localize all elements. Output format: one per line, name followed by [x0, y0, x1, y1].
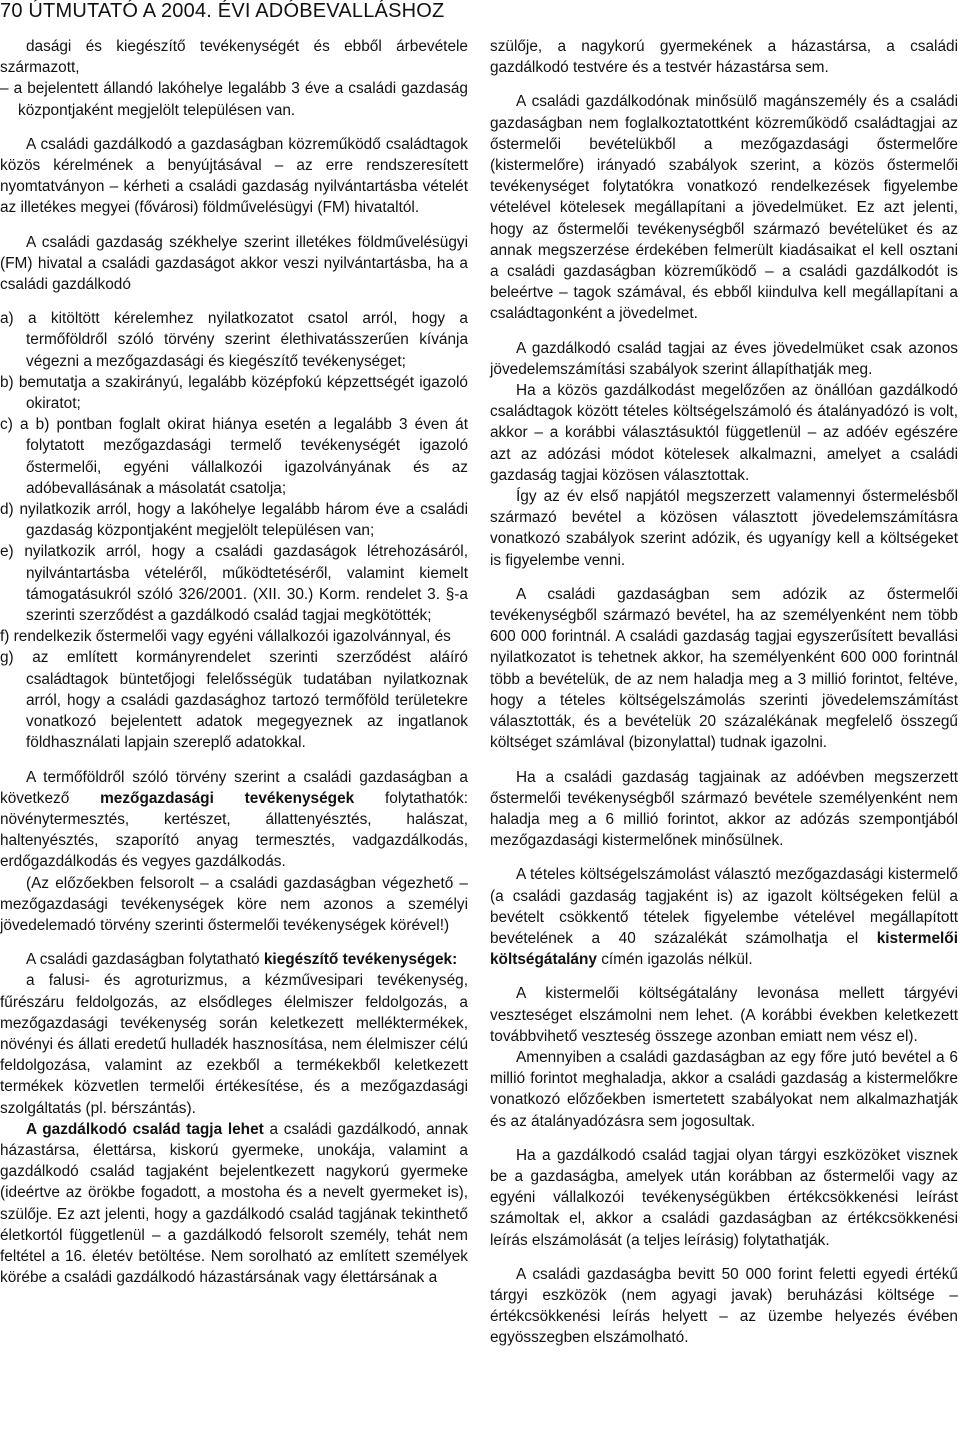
paragraph: [0, 1119, 468, 1289]
text-run: A tételes költségelszámolást választó mezőgazdasági kistermelő (a családi gazdaság tagjaként is) az igazolt költségeken felül a bevételt csökkentő tételek figyelembe vételével megállapított bevételének a 40 százalékát számolhatja el: [490, 866, 958, 947]
paragraph: [490, 864, 958, 970]
paragraph: Így az év első napjától megszerzett valamennyi őstermelésből származó bevétel a közösen választott jövedelemszámításra vonatkozó szabályok szerint adózik, és ugyanígy kell a költségeket is figyelembe venni.: [490, 488, 958, 569]
paragraph: Ha a közös gazdálkodást megelőzően az önállóan gazdálkodó családtagok között tételes költségelszámoló és átalányadózó is volt, akkor – a korábbi választásuktól függetlenül – az adóév egészére azt az adózási módot kötelesek alkalmazni, amelyet a családi gazdaság tagjai közösen választottak.: [490, 382, 958, 484]
list-item: d) nyilatkozik arról, hogy a lakóhelye legalább három éve a családi gazdaság központjaként megjelölt településen van;: [0, 501, 468, 540]
bold-term: mezőgazdasági tevékenységek: [100, 789, 355, 807]
paragraph: dasági és kiegészítő tevékenységét és ebből árbevétele származott,: [0, 38, 468, 77]
list-item: b) bemutatja a szakirányú, legalább középfokú képzettségét igazoló okiratot;: [0, 373, 468, 413]
text-run: A családi gazdaságban folytatható: [26, 951, 264, 969]
list-item: g) az említett kormányrendelet szerinti szerződést aláíró családtagok büntetőjogi felelősségük tudatában nyilatkoznak arról, hogy a családi gazdasághoz tartozó termőföld területekre vonatkozó bejelentett adatok megegyeznek az ingatlanok földhasználati lapjain szereplő adatokkal.: [0, 649, 468, 752]
paragraph: Ha a gazdálkodó család tagjai olyan tárgyi eszközöket visznek be a gazdaságba, amelyek után korábban az őstermelői vagy az egyéni vállalkozói tevékenységükben értékcsökkenési leírást számoltak el, akkor a családi gazdaságban az értékcsökkenési leírás elszámolását (a teljes leírásig) folytathatják.: [490, 1146, 958, 1249]
list-item: a) a kitöltött kérelemhez nyilatkozatot csatol arról, hogy a termőföldről szóló törvény szerint élethivatásszerűen kívánja végezni a mezőgazdasági és kiegészítő tevékenységet;: [0, 310, 468, 370]
text-run: folytathatók: növénytermesztés, kertészet, állattenyésztés, halászat, haltenyésztés, szaporító anyag termesztés, vadgazdálkodás, erdőgazdálkodás és vegyes gazdálkodás.: [0, 789, 468, 871]
list-item: – a bejelentett állandó lakóhelye legalább 3 éve a családi gazdaság központjaként megjelölt településen van.: [0, 80, 468, 119]
page-header: [0, 0, 960, 22]
right-column: [490, 36, 958, 1349]
paragraph: szülője, a nagykorú gyermekének a házastársa, a családi gazdálkodó testvére és a testvér házastársa sem.: [490, 38, 958, 77]
paragraph: [0, 949, 468, 970]
paragraph: A családi gazdaságba bevitt 50 000 forint feletti egyedi értékű tárgyi eszközök (nem agyagi javak) beruházási költsége – értékcsökkenési leírás helyett – az üzembe helyezés évében egyösszegben elszámolható.: [490, 1265, 958, 1347]
bold-term: kistermelői költségátalány: [490, 929, 958, 969]
paragraph: A családi gazdaság székhelye szerint illetékes földművelésügyi (FM) hivatal a családi gazdaságot akkor veszi nyilvántartásba, ha a családi gazdálkodó: [0, 233, 468, 294]
paragraph: (Az előzőekben felsorolt – a családi gazdaságban végezhető – mezőgazdasági tevékenységek köre nem azonos a személyi jövedelemadó törvény szerinti őstermelői tevékenységek körével!): [0, 874, 468, 934]
text-run: a családi gazdálkodó, annak házastársa, élettársa, kiskorú gyermeke, unokája, valamint a gazdálkodó család tagjaként bejelentkezett nagykorú gyermeke (ideértve az örökbe fogadott, a mostoha és a nevelt gyermeket is), szülője. Ez azt jelenti, hogy a gazdálkodó család tagjának tekinthető életkortól függetlenül – a gazdálkodó felsorolt személy, tehát nem feltétel a 16. életév betöltése. Nem sorolható az említett személyek körébe a családi gazdálkodó házastársának vagy élettársának a: [0, 1120, 468, 1287]
page-header-title: 70 ÚTMUTATÓ A 2004. ÉVI ADÓBEVALLÁSHOZ: [0, 0, 445, 22]
bold-term: A gazdálkodó család tagja lehet: [26, 1120, 264, 1138]
paragraph: A kistermelői költségátalány levonása mellett tárgyévi veszteséget elszámolni nem lehet. (A korábbi években keletkezett továbbvihető veszteség összege azonban emiatt nem vész el).: [490, 985, 958, 1045]
bold-term: kiegészítő tevékenységek:: [263, 951, 458, 969]
paragraph: [0, 767, 468, 873]
list-item: c) a b) pontban foglalt okirat hiánya esetén a legalább 3 éven át folytatott mezőgazdasági termelő tevékenységét igazoló őstermelői, egyéni vállalkozói igazolványának és az adóbevallásának a másolatát csatolja;: [0, 416, 468, 497]
text-run: A termőföldről szóló törvény szerint a családi gazdaságban a következő: [0, 768, 468, 807]
paragraph: A családi gazdálkodónak minősülő magánszemély és a családi gazdaságban nem foglalkoztatottként közreműködő családtagjai az őstermelői bevételükből a mezőgazdasági őstermelőre (kistermelőre) irányadó szabályok szerint, a közös őstermelői tevékenységet folytatókra vonatkozó rendelkezések figyelembe vételével kötelesek megállapítani a jövedelmüket. Ez azt jelenti, hogy az őstermelői tevékenységből származó bevételüket és az annak megszerzése érdekében felmerült kiadásaikat el kell osztani a családi gazdaságban közreműködő – a családi gazdálkodót is beleértve – tagok számával, és ebből kiindulva kell megállapítani a családtagonként a jövedelmet.: [490, 93, 958, 323]
paragraph: Amennyiben a családi gazdaságban az egy főre jutó bevétel a 6 millió forintot meghaladja, akkor a családi gazdaság a kistermelőkre vonatkozó előzőekben ismertetett szabályokat nem alkalmazhatják és az átalányadózásra sem jogosultak.: [490, 1048, 958, 1130]
paragraph: A családi gazdaságban sem adózik az őstermelői tevékenységből származó bevétel, ha az személyenként nem több 600 000 forintnál. A családi gazdaság tagjai egyszerűsített bevallási nyilatkozatot is tehetnek akkor, ha személyenként 600 000 forintnál több a bevételük, de az nem haladja meg a 3 millió forintot, feltéve, hogy a tételes költségelszámolás szerinti jövedelemszámítást választották, és a bevételük 20 százalékának megfelelő összegű költséget számlával (bizonylattal) tudnak igazolni.: [490, 585, 958, 752]
paragraph: A gazdálkodó család tagjai az éves jövedelmüket csak azonos jövedelemszámítási szabályok szerint állapíthatják meg.: [490, 339, 958, 378]
paragraph: A családi gazdálkodó a gazdaságban közreműködő családtagok közös kérelmének a benyújtásával – az erre rendszeresített nyomtatványon – kérheti a családi gazdaság nyilvántartásba vételét az illetékes megyei (fővárosi) földművelésügyi (FM) hivataltól.: [0, 135, 468, 217]
list-item: e) nyilatkozik arról, hogy a családi gazdaságok létrehozásáról, nyilvántartásba vételéről, működtetéséről, valamint kiemelt támogatásukról szóló 326/2001. (XII. 30.) Korm. rendelet 3. §-a szerinti szerződést a gazdálkodó család tagjai megkötötték;: [0, 543, 468, 625]
text-run: címén igazolás nélkül.: [596, 951, 753, 969]
list-item: f) rendelkezik őstermelői vagy egyéni vállalkozói igazolvánnyal, és: [0, 628, 451, 646]
left-column: [0, 36, 468, 1288]
paragraph: a falusi- és agroturizmus, a kézművesipari tevékenység, fűrészáru feldolgozás, az elsődleges élelmiszer feldolgozás, a mezőgazdasági tevékenység során keletkezett melléktermékek, növényi és állati eredetű hulladék hasznosítása, nem élelmiszer célú feldolgozása, valamint az ezekből a termékekből keletkezett termékek közvetlen termelői értékesítése, és a mezőgazdasági szolgáltatás (pl. bérszántás).: [0, 972, 468, 1117]
paragraph: Ha a családi gazdaság tagjainak az adóévben megszerzett őstermelői tevékenységből származó bevétele személyenként nem haladja meg a 6 millió forintot, akkor az adózás szempontjából mezőgazdasági kistermelőnek minősülnek.: [490, 768, 958, 850]
